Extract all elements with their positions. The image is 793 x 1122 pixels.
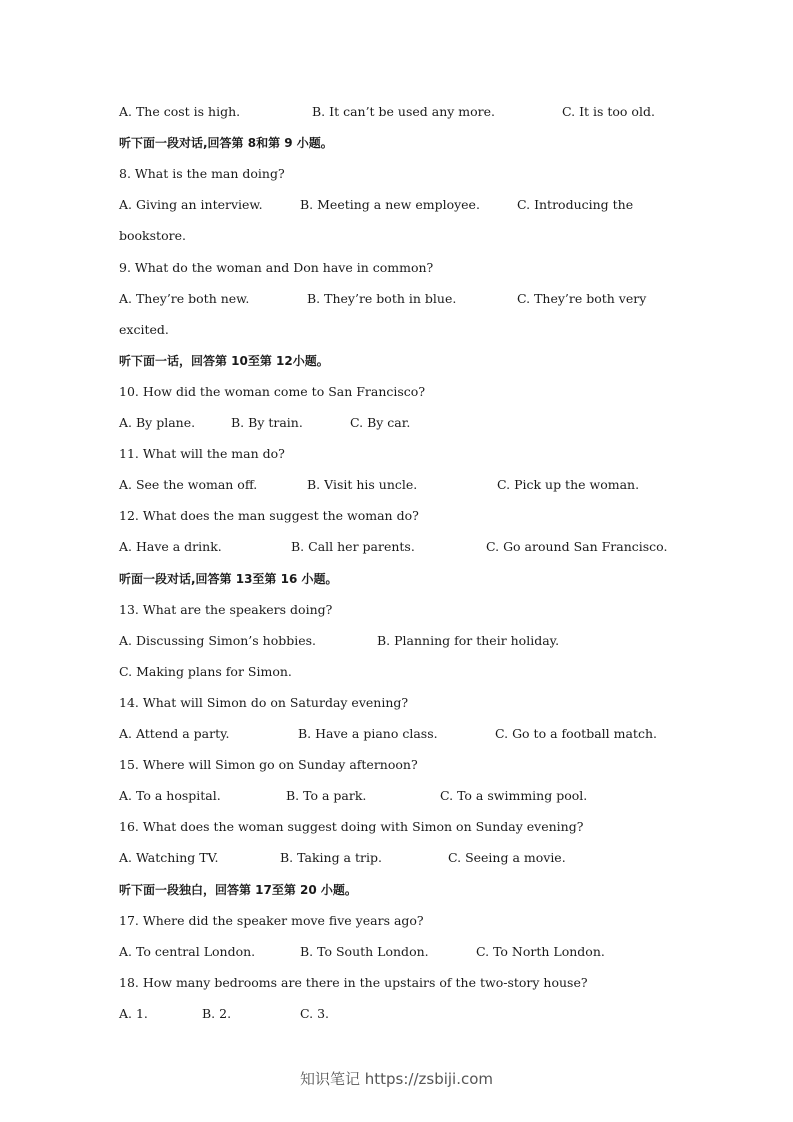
answer-option: B. Planning for their holiday.: [377, 632, 560, 648]
question-text: 10. How did the woman come to San Francisco?: [119, 383, 426, 399]
answer-options-row: [119, 724, 673, 744]
answer-option: A. Discussing Simon’s hobbies.: [119, 632, 317, 648]
answer-option: B. To South London.: [300, 943, 429, 959]
question-text: 13. What are the speakers doing?: [119, 601, 333, 617]
answer-option: A. The cost is high.: [119, 104, 241, 119]
answer-option: C. Go around San Francisco.: [486, 539, 668, 555]
question-text: 17. Where did the speaker move five years ago?: [119, 912, 424, 928]
answer-options-row: [119, 631, 673, 651]
answer-option: C. Pick up the woman.: [497, 477, 640, 493]
answer-option: A. Have a drink.: [119, 539, 222, 555]
answer-option: B. Have a piano class.: [298, 726, 438, 741]
answer-options-row: [119, 475, 673, 495]
answer-option: A. Giving an interview.: [119, 197, 263, 213]
answer-option: A. To central London.: [119, 943, 256, 959]
answer-option: B. Call her parents.: [291, 539, 415, 555]
answer-option: A. 1.: [119, 1005, 148, 1021]
question-text: 18. How many bedrooms are there in the upstairs of the two-story house?: [119, 974, 588, 990]
answer-option: C. They’re both very: [517, 290, 647, 306]
question-text: 8. What is the man doing?: [119, 166, 285, 182]
answer-options-row: [119, 102, 673, 122]
continuation-text: C. Making plans for Simon.: [119, 663, 292, 679]
answer-options-row: [119, 1004, 673, 1024]
answer-option: C. By car.: [350, 415, 411, 430]
answer-options-row: [119, 289, 673, 309]
answer-option: A. Watching TV.: [119, 850, 219, 866]
section-heading: 听下面一段独白，回答第 17至第 20 小题。: [119, 882, 357, 897]
answer-option: C. 3.: [300, 1005, 329, 1021]
answer-option: B. By train.: [231, 415, 303, 430]
section-heading: 听下面一段对话,回答第 8和第 9 小题。: [119, 136, 333, 151]
answer-options-row: [119, 848, 673, 868]
answer-options-row: [119, 942, 673, 962]
answer-options-row: [119, 413, 673, 433]
answer-option: A. They’re both new.: [119, 290, 250, 306]
answer-option: C. Go to a football match.: [495, 726, 657, 741]
answer-option: C. It is too old.: [562, 104, 655, 119]
answer-option: C. Introducing the: [517, 197, 634, 213]
section-heading: 听下面一话，回答第 10至第 12小题。: [119, 353, 329, 368]
question-text: 12. What does the man suggest the woman do?: [119, 508, 419, 524]
answer-option: B. To a park.: [286, 788, 367, 804]
continuation-text: bookstore.: [119, 228, 186, 244]
footer-watermark: 知识笔记 https://zsbiji.com: [299, 1070, 494, 1088]
question-text: 14. What will Simon do on Saturday evening?: [119, 694, 409, 710]
section-heading: 听面一段对话,回答第 13至第 16 小题。: [119, 571, 338, 586]
answer-options-row: [119, 195, 673, 215]
question-text: 11. What will the man do?: [119, 446, 285, 462]
answer-option: B. They’re both in blue.: [307, 290, 457, 306]
answer-option: A. By plane.: [119, 415, 196, 430]
answer-option: C. To North London.: [476, 943, 605, 959]
question-text: 9. What do the woman and Don have in common?: [119, 259, 434, 275]
answer-option: B. Meeting a new employee.: [300, 197, 480, 213]
answer-option: B. Visit his uncle.: [307, 477, 418, 493]
question-text: 15. Where will Simon go on Sunday afternoon?: [119, 757, 418, 773]
answer-option: B. 2.: [202, 1005, 232, 1021]
answer-option: C. Seeing a movie.: [448, 850, 566, 866]
answer-option: B. It can’t be used any more.: [312, 104, 496, 119]
answer-option: A. To a hospital.: [119, 788, 221, 804]
answer-option: C. To a swimming pool.: [440, 788, 588, 804]
answer-option: A. See the woman off.: [119, 477, 258, 493]
answer-options-row: [119, 786, 673, 806]
question-text: 16. What does the woman suggest doing with Simon on Sunday evening?: [119, 819, 584, 835]
answer-option: B. Taking a trip.: [280, 850, 382, 866]
answer-options-row: [119, 537, 673, 557]
continuation-text: excited.: [119, 321, 169, 337]
answer-option: A. Attend a party.: [119, 726, 230, 741]
